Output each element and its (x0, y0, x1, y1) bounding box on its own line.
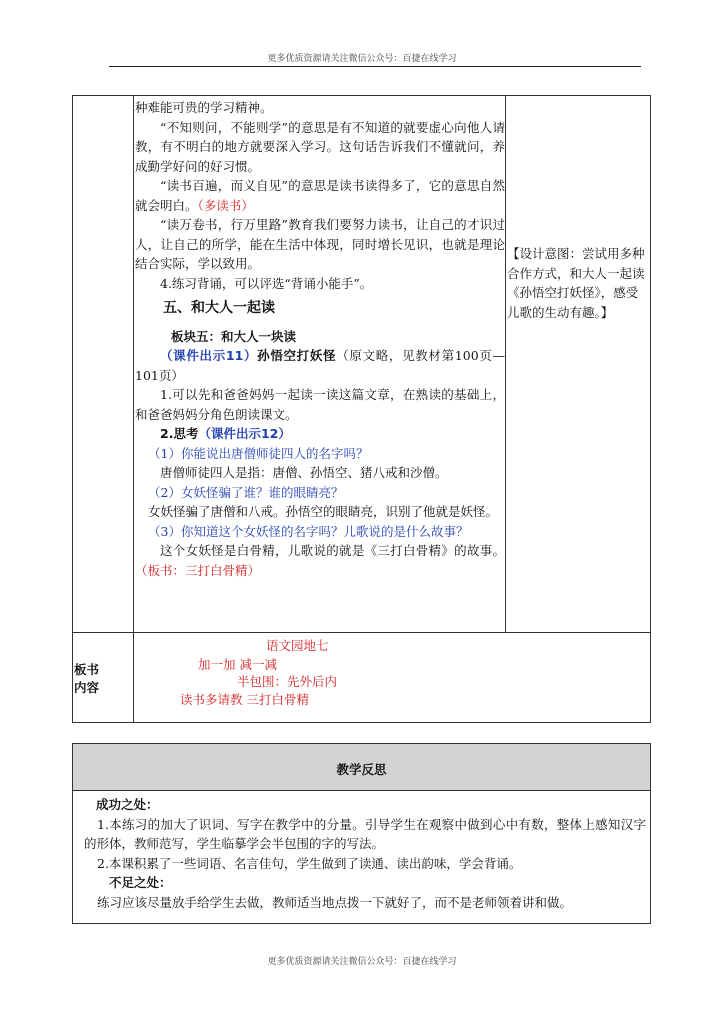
section-title: 五、和大人一起读 (163, 300, 275, 316)
courseware-label: （课件出示11） (160, 348, 258, 363)
answer: 女妖怪骗了唐僧和八戒。孙悟空的眼睛亮，识别了他就是妖怪。 (148, 504, 499, 519)
lack-label: 不足之处： (109, 875, 172, 890)
paragraph: 2.本课积累了一些词语、名言佳句，学生做到了读通、读出韵味，学会背诵。 (97, 855, 522, 871)
table-row-divider (72, 632, 651, 633)
think-label: 2.思考 (160, 426, 199, 441)
design-intent: 【设计意图：尝试用多种合作方式，和大人一起读《孙悟空打妖怪》，感受儿歌的生动有趣。】 (507, 246, 645, 320)
question: （2）女妖怪骗了谁？谁的眼睛亮？ (148, 484, 344, 500)
board-label (74, 661, 132, 697)
paragraph: “读万卷书，行万里路”教育我们要努力读书，让自己的才识过人，让自己的所学，能在生活中体现，同时增长见识，也就是理论结合实际，学以致用。 (135, 217, 505, 271)
paragraph: 1.本练习的加大了识词、写字在教学中的分量。引导学生在观察中做到心中有数，整体上感知汉字的形体，教师范写，学生临摹学会半包围的字的写法。 (84, 816, 646, 851)
success-label: 成功之处： (96, 797, 159, 812)
table-col-divider-right (505, 95, 506, 632)
block-title: 板块五：和大人一块读 (171, 328, 297, 344)
question: （1）你能说出唐僧师徒四人的名字吗？ (148, 445, 369, 461)
reflection-title: 教学反思 (336, 762, 387, 777)
lesson-content (135, 98, 505, 580)
board-line: 半包围：先外后内 (237, 674, 338, 689)
header-rule (109, 66, 641, 67)
paragraph: 4.练习背诵，可以评选“背诵小能手”。 (160, 275, 373, 291)
paragraph-text: “读书百遍，而义自见”的意思是读书读得多了，它的意思自然就会明白。 (135, 178, 505, 213)
paragraph (135, 346, 505, 385)
board-label-line: 板书 (74, 662, 100, 677)
table-col-divider-left (133, 95, 134, 723)
text-title: 孙悟空打妖怪 (257, 348, 337, 363)
paragraph-text: （原文略，见教材第100页—101页） (135, 348, 505, 383)
paragraph (135, 424, 505, 444)
page-footer: 更多优质资源请关注微信公众号：百捷在线学习 (267, 957, 457, 967)
answer (135, 541, 505, 580)
paragraph-text: 这个女妖怪是白骨精，儿歌说的就是《三打白骨精》的故事。 (160, 543, 505, 558)
board-label-line: 内容 (74, 680, 100, 695)
red-note: （板书：三打白骨精） (135, 562, 261, 578)
reflection-header-divider (72, 790, 651, 791)
paragraph: 1.可以先和爸爸妈妈一起读一读这篇文章，在熟读的基础上，和爸爸妈妈分角色朗读课文。 (135, 387, 505, 422)
red-note: （多读书） (197, 197, 254, 213)
paragraph: 种难能可贵的学习精神。 (135, 100, 273, 115)
board-line: 加一加 减一减 (198, 657, 277, 672)
paragraph: 练习应该尽量放手给学生去做，教师适当地点拨一下就好了，而不是老师领着讲和做。 (97, 894, 573, 910)
page-header: 更多优质资源请关注微信公众号：百捷在线学习 (267, 54, 457, 64)
answer: 唐僧师徒四人是指：唐僧、孙悟空、猪八戒和沙僧。 (160, 465, 448, 480)
paragraph (135, 176, 505, 215)
board-line: 语文园地七 (266, 638, 329, 653)
question: （3）你知道这个女妖怪的名字吗？儿歌说的是什么故事？ (148, 523, 469, 539)
reflection-content (84, 795, 646, 912)
board-line: 读书多请教 三打白骨精 (180, 692, 309, 707)
paragraph: “不知则问，不能则学”的意思是有不知道的就要虚心向他人请教，有不明白的地方就要深入学习。这句话告诉我们不懂就问，养成勤学好问的好习惯。 (135, 119, 505, 174)
courseware-label: （课件出示12） (198, 426, 291, 441)
